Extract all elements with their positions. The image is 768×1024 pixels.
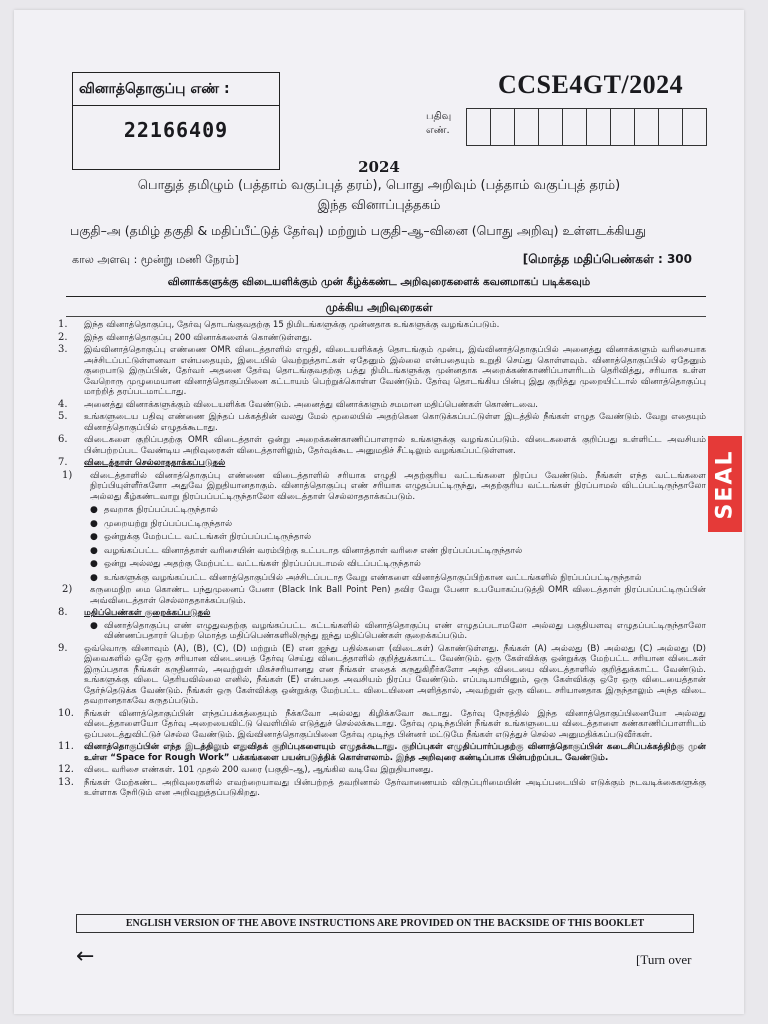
invalid-condition-item: ● ஒன்று அல்லது அதற்கு மேற்பட்ட வட்டங்கள் நிரப்பப்படாமல் விடப்பட்டிருந்தால் <box>90 559 421 569</box>
invalid-condition-item: ● வழங்கப்பட்ட வினாத்தாள் வரிசையின் வரம்பிற்கு உட்படாத வினாத்தாள் வரிசை எண் நிரப்பப்பட்டிருந்தால் <box>90 545 523 556</box>
register-number-boxes[interactable] <box>466 108 706 146</box>
title-line-1: பொதுத் தமிழும் (பத்தாம் வகுப்புத் தரம்), பொது அறிவும் (பத்தாம் வகுப்புத் தரம்) <box>137 178 621 193</box>
instruction-item: 6. விடைகளை குறிப்பதற்கு OMR விடைத்தாள் ஒன்று அறைக்கண்காணிப்பாளரால் உங்களுக்கு வழங்கப்படும். விடைகளைக் குறிப்பது உள்ளிட்ட அவசியம் பின்பற்றப்பட வேண்டிய அறிவுரைகள் விடைத்தாளிலும், தேர்வுக்கூட அனுமதிச் சீட்டிலும் வழங்கப்பட்டுள்ளன. <box>58 434 706 456</box>
booklet-number-label: வினாத்தொகுப்பு எண் : <box>73 73 279 106</box>
exam-code: CCSE4GT/2024 <box>498 70 684 99</box>
exam-year: 2024 <box>358 158 400 176</box>
duration: கால அளவு : மூன்று மணி நேரம்] <box>72 253 239 266</box>
divider <box>66 296 706 297</box>
invalid-condition-item: ● ஒன்றுக்கு மேற்பட்ட வட்டங்கள் நிரப்பப்பட்டிருந்தால் <box>90 532 312 542</box>
instruction-item: 8. மதிப்பெண்கள் குறைக்கப்படுதல் <box>58 607 211 618</box>
instruction-item: 9. ஒவ்வொரு வினாவும் (A), (B), (C), (D) மற்றும் (E) என ஐந்து பதில்களை (விடைகள்) கொண்டுள்ளது. நீங்கள் (A) அல்லது (B) அல்லது (C) அல்லது (D) இவைகளில் ஒரே ஒரு சரியான விடையைத் தேர்வு செய்து விடைத்தாளில் குறித்துக்காட்ட வேண்டும். ஒரு கேள்விக்கு ஒன்றுக்கு மேற்பட்ட சரியான விடைகள் இருப்பதாக நீங்கள் கருதினால், அவற்றுள் மிகச்சரியானது என நீங்கள் எதைக் கருதுகிறீர்களோ அந்த விடையை விடைத்தாளில் குறித்துக்காட்ட வேண்டும். உங்களுக்கு விடை தெரியவில்லை எனில், நீங்கள் (E) என்பதை அவசியம் நிரப்ப வேண்டும். எப்படியாயினும், ஒரு கேள்விக்கு ஒரே ஒரு விடையைத்தான் தேர்ந்தெடுக்க வேண்டும். நீங்கள் ஒரு கேள்விக்கு ஒன்றுக்கு மேற்பட்ட விடையினை அளித்தால், அவற்றுள் ஒரு விடை சரியானதாக இருந்தாலும் அந்த விடை தவறானதாகவே கருதப்படும். <box>58 642 706 706</box>
instructions-list <box>58 318 706 799</box>
left-arrow-icon: ← <box>76 944 95 969</box>
exam-booklet-page <box>14 10 744 1014</box>
register-digit-box[interactable] <box>490 108 515 146</box>
instruction-item: 4. அனைத்து வினாக்களுக்கும் விடையளிக்க வேண்டும். அனைத்து வினாக்களும் சமமான மதிப்பெண்கள் கொண்டவை. <box>58 398 539 410</box>
instruction-bullet: ● வினாத்தொகுப்பு எண் எழுதுவதற்கு வழங்கப்பட்ட கட்டங்களில் வினாத்தொகுப்பு எண் எழுதப்படாமலோ அல்லது பகுதியளவு எழுதப்பட்டிருந்தாலோ விண்ணப்பதாரர் பெற்ற மொத்த மதிப்பெண்களிலிருந்து ஐந்து மதிப்பெண்கள் குறைக்கப்படும். <box>90 620 706 641</box>
instruction-item: 13. நீங்கள் மேற்கண்ட அறிவுரைகளில் எவற்றையாவது பின்பற்றத் தவறினால் தேர்வாணையம் விருப்புரிமையின் அடிப்படையில் எடுக்கும் நடவடிக்கைகளுக்கு உள்ளாக நேரிடும் என அறிவுறுத்தப்படுகிறது. <box>58 776 706 798</box>
instruction-item: 1. இந்த வினாத்தொகுப்பு, தேர்வு தொடங்குவதற்கு 15 நிமிடங்களுக்கு முன்னதாக உங்களுக்கு வழங்கப்படும். <box>58 319 500 330</box>
title-line-2: இந்த வினாப்புத்தகம் <box>317 198 441 213</box>
invalid-conditions-list <box>90 505 706 583</box>
instruction-item: 3. இவ்வினாத்தொகுப்பு எண்ணை OMR விடைத்தாளில் எழுதி, விடையளிக்கத் தொடங்கும் முன்பு, இவ்வினாத்தொகுப்பில் அனைத்து வினாக்களும் வரிசையாக அச்சிடப்பட்டுள்ளனவா என்பதையும், இடையில் வெற்றுத்தாட்கள் ஏதேனும் இல்லை என்பதையும் உறுதி செய்து கொள்ளவும். வினாத்தொகுப்பில் ஏதேனும் குறைபாடு இருப்பின், தேர்வர் அதனை தேர்வு தொடங்குவதற்கு பத்து நிமிடங்களுக்கு முன்னதாக அறைக்கண்காணிப்பாளரிடம் தெரிவித்து, சரியாக உள்ள வேறொரு முழுமையான வினாத்தொகுப்பினை கட்டாயம் பெற்றுக்கொள்ள வேண்டும். தேர்வு தொடங்கிய பின்பு இது குறித்து முறையிட்டால் வினாத்தொகுப்பு மாற்றித் தரப்படமாட்டாது. <box>58 344 706 397</box>
register-digit-box[interactable] <box>586 108 611 146</box>
register-digit-box[interactable] <box>466 108 491 146</box>
register-digit-box[interactable] <box>610 108 635 146</box>
instruction-sub-item: 1) விடைத்தாளில் வினாத்தொகுப்பு எண்ணை விடைத்தாளில் சரியாக எழுதி அதற்குரிய வட்டங்களை நிரப்ப வேண்டும். நீங்கள் எந்த வட்டங்களை நிரப்பியுள்ளீர்களோ அதுவே இறுதியானதாகும். வினாத்தொகுப்பு எண் சரியாக எழுதப்பட்டிருந்து, அதற்குரிய வட்டங்கள் நிரப்பாமல் விடப்பட்டிருந்தாலோ அல்லது கீழ்கண்டவாறு நிரப்பப்பட்டிருந்தாலோ விடைத்தாள் செல்லாததாக்கப்படும். ● தவறாக நிரப்பப்பட்டிருந்தால் ● முறையற்று நிரப்பப்பட்டிருந்தால் ● ஒன்றுக்கு மேற்பட்ட வட்டங்கள் நிரப்பப்பட்டிருந்தால் ● வழங்கப்பட்ட வினாத்தாள் வரிசையின் வரம்பிற்கு உட்படாத வினாத்தாள் வரிசை எண் நிரப்பப்பட்டிருந்தால் ● ஒன்று அல்லது அதற்கு மேற்பட்ட வட்டங்கள் நிரப்பப்படாமல் விடப்பட்டிருந்தால் ● உங்களுக்கு வழங்கப்பட்ட வினாத்தொகுப்பில் அச்சிடப்படாத வேறு எண்களை வினாத்தொகுப்பிற்கான வட்டங்களில் நிரப்பப்பட்டிருந்தால் <box>62 469 706 583</box>
register-digit-box[interactable] <box>658 108 683 146</box>
instruction-item: 11. வினாத்தொகுப்பின் எந்த இடத்திலும் எதுவிதக் குறிப்புகளையும் எழுதக்கூடாது. குறிப்புகள் எழுதிப்பார்ப்பதற்கு வினாத்தொகுப்பின் கடைசிப்பக்கத்திற்கு முன் உள்ள “Space for Rough Work” பக்கங்களை பயன்படுத்திக் கொள்ளலாம். இந்த அறிவுரை கண்டிப்பாக பின்பற்றப்பட வேண்டும். <box>58 741 706 763</box>
invalid-condition-item: ● தவறாக நிரப்பப்பட்டிருந்தால் <box>90 505 218 515</box>
instruction-item: 10. நீங்கள் வினாத்தொகுப்பின் எந்தப்பக்கத்தையும் நீக்கவோ அல்லது கிழிக்கவோ கூடாது. தேர்வு நேரத்தில் இந்த வினாத்தொகுப்பினையோ அல்லது விடைத்தாளையோ தேர்வு அறையைவிட்டு வெளியில் எடுத்துச் செல்லக்கூடாது. தேர்வு முடிந்தபின் நீங்கள் உங்களுடைய விடைத்தாளை கண்காணிப்பாளரிடம் ஒப்படைத்துவிட்டுச் செல்ல வேண்டும். இவ்வினாத்தொகுப்பினை தேர்வு முடிந்த பின்னர் மட்டுமே நீங்கள் எடுத்துச் செல்ல அனுமதிக்கப்படுவீர்கள். <box>58 707 706 740</box>
instruction-item: 7. விடைத்தாள் செல்லாததாக்கப்படுதல் <box>58 457 226 468</box>
divider <box>66 316 706 317</box>
seal-sticker <box>708 436 742 532</box>
instruction-item: 12. விடை வரிசை எண்கள். 101 முதல் 200 வரை (பகுதி–ஆ), ஆங்கில வடிவே இறுதியானது. <box>58 764 434 775</box>
instruction-item: 5. உங்களுடைய பதிவு எண்ணை இந்தப் பக்கத்தின் வலது மேல் மூலையில் அதற்கென கொடுக்கப்பட்டுள்ள இடத்தில் நீங்கள் எழுத வேண்டும். வேறு எதையும் வினாத்தொகுப்பில் எழுதக்கூடாது. <box>58 411 706 433</box>
seal-text: SEAL <box>712 449 738 519</box>
instruction-sub-item: 2) கருமைநிற மை கொண்ட பந்துமுனைப் பேனா (Black Ink Ball Point Pen) தவிர வேறு பேனா உபயோகப்படுத்தி OMR விடைத்தாள் நிரப்பப்பட்டிருப்பின் அவ்விடைத்தாள் செல்லாததாக்கப்படும். <box>62 584 706 606</box>
booklet-number-box <box>72 72 280 170</box>
title-line-3: பகுதி–அ (தமிழ் தகுதி & மதிப்பீட்டுத் தேர்வு) மற்றும் பகுதி–ஆ–வினை (பொது அறிவு) உள்ளடக்கியது <box>70 223 647 238</box>
register-number-label: பதிவு எண். <box>426 111 452 136</box>
total-marks: [மொத்த மதிப்பெண்கள் : 300 <box>522 252 692 266</box>
english-version-note: ENGLISH VERSION OF THE ABOVE INSTRUCTIONS ARE PROVIDED ON THE BACKSIDE OF THIS BOOKLET <box>76 914 694 933</box>
invalid-condition-item: ● முறையற்று நிரப்பப்பட்டிருந்தால் <box>90 518 233 529</box>
invalid-condition-item: ● உங்களுக்கு வழங்கப்பட்ட வினாத்தொகுப்பில் அச்சிடப்படாத வேறு எண்களை வினாத்தொகுப்பிற்கான வட்டங்களில் நிரப்பப்பட்டிருந்தால் <box>90 572 642 583</box>
booklet-number: 22166409 <box>123 118 229 142</box>
register-digit-box[interactable] <box>538 108 563 146</box>
instruction-item: 2. இந்த வினாத்தொகுப்பு 200 வினாக்களைக் கொண்டுள்ளது. <box>58 331 313 343</box>
instructions-heading: முக்கிய அறிவுரைகள் <box>325 301 433 314</box>
register-digit-box[interactable] <box>682 108 707 146</box>
register-digit-box[interactable] <box>514 108 539 146</box>
register-digit-box[interactable] <box>634 108 659 146</box>
read-instructions-note: வினாக்களுக்கு விடையளிக்கும் முன் கீழ்க்கண்ட அறிவுரைகளைக் கவனமாகப் படிக்கவும் <box>167 276 591 288</box>
register-digit-box[interactable] <box>562 108 587 146</box>
turn-over-note: [Turn over <box>636 952 692 967</box>
